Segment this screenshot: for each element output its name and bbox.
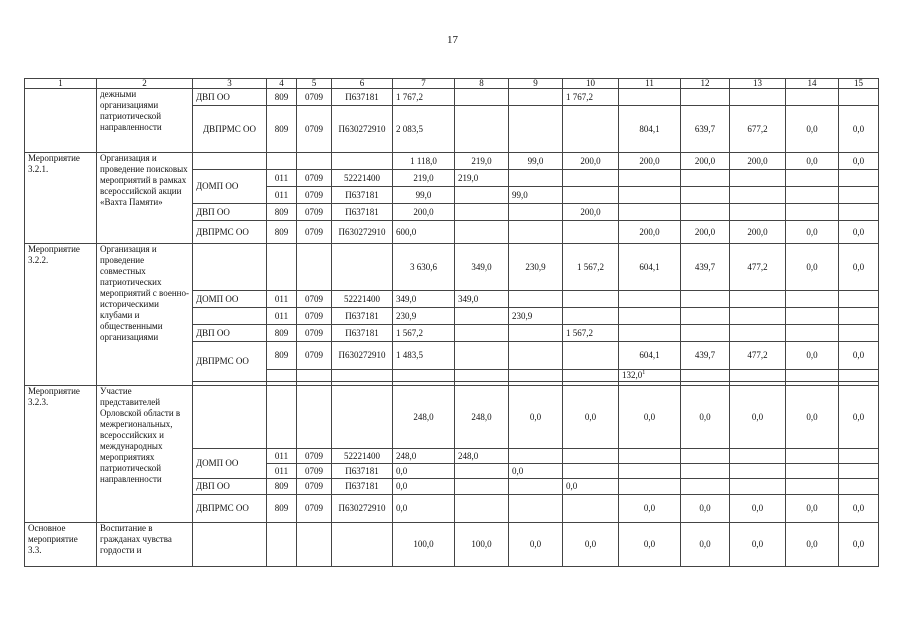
total-cell: 248,0 [455,386,509,449]
table-row [25,523,879,567]
code-cell: 0709 [297,204,332,221]
code-cell [332,523,393,567]
value-cell: 0,0 [786,342,839,370]
code-cell: П637181 [332,325,393,342]
total-cell: 0,0 [681,386,730,449]
value-cell [839,325,879,342]
value-cell [509,495,563,523]
value-cell [730,291,786,308]
value-cell [786,204,839,221]
value-cell [563,106,619,153]
total-cell: 0,0 [839,386,879,449]
code-cell: П637181 [332,89,393,106]
value-cell: 99,0 [393,187,455,204]
code-cell: 0709 [297,187,332,204]
value-cell [509,449,563,464]
value-cell [563,308,619,325]
total-cell: 200,0 [730,153,786,170]
code-cell: 809 [267,89,297,106]
code-cell: 809 [267,479,297,495]
value-cell [619,325,681,342]
value-cell: 0,0 [839,342,879,370]
code-cell [332,386,393,449]
value-cell [681,449,730,464]
value-cell [509,325,563,342]
total-cell: 604,1 [619,244,681,291]
value-cell [786,308,839,325]
source-cell: ДОМП ОО [193,291,267,308]
value-cell: 600,0 [393,221,455,244]
header-row [25,79,879,89]
code-cell: П637181 [332,204,393,221]
value-cell [509,170,563,187]
source-cell: ДВПРМС ОО [193,106,267,153]
code-cell: 0709 [297,291,332,308]
code-cell: 011 [267,464,297,479]
value-cell: 99,0 [509,187,563,204]
header-cell: 6 [332,79,393,89]
event-label: Мероприятие 3.2.3. [25,386,97,523]
total-cell: 0,0 [730,386,786,449]
total-cell: 0,0 [839,153,879,170]
value-cell [730,479,786,495]
total-cell: 0,0 [681,523,730,567]
value-cell: 200,0 [681,221,730,244]
source-cell: ДВПРМС ОО [193,495,267,523]
value-text: 132,0 [622,370,643,380]
value-cell: 0,0 [839,495,879,523]
code-cell: 52221400 [332,170,393,187]
value-cell: 677,2 [730,106,786,153]
value-cell [455,187,509,204]
total-cell: 230,9 [509,244,563,291]
source-cell: ДВПРМС ОО [193,342,267,382]
value-cell [786,479,839,495]
value-cell [839,479,879,495]
value-cell [681,464,730,479]
value-cell [839,291,879,308]
code-cell: 0709 [297,464,332,479]
code-cell: 0709 [297,342,332,370]
code-cell: 0709 [297,308,332,325]
value-cell: 0,0 [839,106,879,153]
header-cell: 3 [193,79,267,89]
value-cell: 1 483,5 [393,342,455,370]
value-cell [619,370,681,382]
code-cell: 809 [267,106,297,153]
value-cell [509,204,563,221]
value-cell [509,89,563,106]
value-cell [786,370,839,382]
header-cell: 5 [297,79,332,89]
value-cell: 1 567,2 [393,325,455,342]
value-cell [619,187,681,204]
code-cell: 011 [267,187,297,204]
total-cell: 439,7 [681,244,730,291]
total-cell: 248,0 [393,386,455,449]
source-cell: ДВПРМС ОО [193,221,267,244]
value-cell: 0,0 [786,106,839,153]
event-label-cell [25,89,97,153]
code-cell: 011 [267,308,297,325]
total-cell: 0,0 [509,386,563,449]
event-description: Организация и проведение поисковых мероприятий в рамках всероссийской акции «Вахта Памяти» [97,153,193,244]
total-cell: 0,0 [839,244,879,291]
event-description: Участие представителей Орловской области в межрегиональных, всероссийских и международных мероприятиях патриотической направленности [97,386,193,523]
table-row [25,244,879,291]
value-cell [786,449,839,464]
total-cell: 349,0 [455,244,509,291]
value-cell: 0,0 [393,495,455,523]
value-cell [563,221,619,244]
total-cell: 3 630,6 [393,244,455,291]
value-cell: 219,0 [393,170,455,187]
code-cell: 0709 [297,89,332,106]
value-cell [839,370,879,382]
source-cell: ДВП ОО [193,325,267,342]
event-label: Мероприятие 3.2.1. [25,153,97,244]
header-cell: 8 [455,79,509,89]
value-cell [455,464,509,479]
header-cell: 9 [509,79,563,89]
total-cell: 1 567,2 [563,244,619,291]
event-description: дежными организациями патриотической направленности [97,89,193,153]
code-cell: 0709 [297,479,332,495]
total-cell: 0,0 [839,523,879,567]
value-cell: 200,0 [393,204,455,221]
code-cell [267,370,297,382]
value-cell [839,449,879,464]
code-cell [297,153,332,170]
value-cell: 219,0 [455,170,509,187]
value-cell: 0,0 [393,479,455,495]
value-cell [563,187,619,204]
value-cell: 349,0 [393,291,455,308]
code-cell: 52221400 [332,449,393,464]
value-cell [730,308,786,325]
code-cell: 809 [267,204,297,221]
value-cell [681,479,730,495]
header-cell: 1 [25,79,97,89]
source-cell [193,523,267,567]
value-cell [839,89,879,106]
code-cell: 809 [267,325,297,342]
value-cell: 248,0 [455,449,509,464]
value-cell [786,291,839,308]
header-cell: 13 [730,79,786,89]
value-cell [455,106,509,153]
value-cell [730,449,786,464]
value-cell: 0,0 [563,479,619,495]
code-cell: П630272910 [332,342,393,370]
source-cell: ДВП ОО [193,479,267,495]
source-cell: ДВП ОО [193,204,267,221]
value-cell [839,170,879,187]
code-cell: 809 [267,342,297,370]
value-cell [455,325,509,342]
value-cell: 248,0 [393,449,455,464]
value-cell [786,170,839,187]
value-cell [730,89,786,106]
code-cell [267,244,297,291]
code-cell: 011 [267,449,297,464]
value-cell [786,325,839,342]
value-cell: 0,0 [839,221,879,244]
source-cell: ДОМП ОО [193,170,267,204]
value-cell [681,325,730,342]
value-cell: 477,2 [730,342,786,370]
code-cell: П637181 [332,187,393,204]
value-cell [839,204,879,221]
table-row [25,153,879,170]
header-cell: 11 [619,79,681,89]
value-cell [730,370,786,382]
value-cell: 230,9 [509,308,563,325]
header-cell: 4 [267,79,297,89]
value-cell [455,479,509,495]
value-cell [509,342,563,370]
value-cell [619,449,681,464]
total-cell: 0,0 [509,523,563,567]
code-cell: 011 [267,291,297,308]
value-cell [455,495,509,523]
value-cell [563,495,619,523]
value-cell: 349,0 [455,291,509,308]
code-cell [267,153,297,170]
value-cell: 0,0 [619,495,681,523]
value-cell [619,89,681,106]
value-cell [563,291,619,308]
value-cell [563,370,619,382]
value-cell: 0,0 [786,495,839,523]
value-cell [563,342,619,370]
code-cell: П637181 [332,308,393,325]
source-cell [193,153,267,170]
value-cell: 0,0 [786,221,839,244]
code-cell: П630272910 [332,106,393,153]
total-cell: 0,0 [563,386,619,449]
value-cell [730,464,786,479]
value-cell [393,370,455,382]
source-cell [193,308,267,325]
value-cell [681,187,730,204]
value-cell [619,308,681,325]
value-cell [681,89,730,106]
value-cell: 230,9 [393,308,455,325]
code-cell: 809 [267,495,297,523]
value-cell [730,187,786,204]
total-cell: 100,0 [455,523,509,567]
event-label: Основное мероприятие 3.3. [25,523,97,567]
page-number: 17 [447,34,458,46]
value-cell [619,464,681,479]
value-cell: 804,1 [619,106,681,153]
value-cell [730,204,786,221]
code-cell: 0709 [297,170,332,187]
value-cell [509,479,563,495]
value-cell [619,170,681,187]
total-cell: 477,2 [730,244,786,291]
value-cell [619,479,681,495]
code-cell [332,370,393,382]
total-cell: 0,0 [730,523,786,567]
total-cell: 0,0 [786,153,839,170]
value-cell [839,308,879,325]
code-cell [267,386,297,449]
value-cell: 200,0 [619,221,681,244]
code-cell: 0709 [297,325,332,342]
value-cell [455,221,509,244]
value-cell [509,221,563,244]
total-cell: 200,0 [619,153,681,170]
value-cell [681,291,730,308]
value-cell [839,464,879,479]
code-cell [297,244,332,291]
value-cell: 1 567,2 [563,325,619,342]
code-cell: 011 [267,170,297,187]
total-cell: 0,0 [563,523,619,567]
code-cell [267,523,297,567]
value-cell: 0,0 [730,495,786,523]
value-cell: 604,1 [619,342,681,370]
total-cell: 0,0 [619,386,681,449]
value-cell [786,89,839,106]
value-cell: 200,0 [563,204,619,221]
value-cell [563,449,619,464]
value-cell [563,464,619,479]
value-cell [619,204,681,221]
total-cell: 219,0 [455,153,509,170]
table-row [25,89,879,106]
value-cell [563,170,619,187]
code-cell: П637181 [332,479,393,495]
source-cell [193,386,267,449]
value-cell: 0,0 [393,464,455,479]
header-cell: 2 [97,79,193,89]
total-cell: 200,0 [563,153,619,170]
value-cell: 200,0 [730,221,786,244]
header-cell: 15 [839,79,879,89]
total-cell: 0,0 [786,386,839,449]
value-cell [509,106,563,153]
value-cell [455,204,509,221]
value-cell: 639,7 [681,106,730,153]
code-cell: 0709 [297,449,332,464]
event-description: Организация и проведение совместных патриотических мероприятий с военно-историческими клубами и общественными организациями [97,244,193,386]
code-cell [332,153,393,170]
header-cell: 7 [393,79,455,89]
table-row [25,386,879,449]
code-cell: 0709 [297,495,332,523]
total-cell: 200,0 [681,153,730,170]
value-cell: 0,0 [509,464,563,479]
code-cell: П637181 [332,464,393,479]
value-cell [455,370,509,382]
code-cell [297,370,332,382]
value-cell [681,204,730,221]
source-cell [193,244,267,291]
code-cell [297,523,332,567]
value-cell [730,170,786,187]
total-cell: 99,0 [509,153,563,170]
value-cell [730,325,786,342]
value-cell [681,308,730,325]
event-description: Воспитание в гражданах чувства гордости и [97,523,193,567]
header-cell: 12 [681,79,730,89]
code-cell [332,244,393,291]
total-cell: 0,0 [786,244,839,291]
value-cell [681,370,730,382]
code-cell: 809 [267,221,297,244]
value-cell: 2 083,5 [393,106,455,153]
code-cell: П630272910 [332,495,393,523]
value-cell [509,291,563,308]
event-label: Мероприятие 3.2.2. [25,244,97,386]
header-cell: 10 [563,79,619,89]
total-cell: 0,0 [786,523,839,567]
code-cell: П630272910 [332,221,393,244]
total-cell: 1 118,0 [393,153,455,170]
value-cell [786,464,839,479]
code-cell: 0709 [297,221,332,244]
header-cell: 14 [786,79,839,89]
value-cell [455,89,509,106]
budget-table [24,78,879,567]
value-cell: 0,0 [681,495,730,523]
source-cell: ДОМП ОО [193,449,267,479]
value-cell [839,187,879,204]
total-cell: 100,0 [393,523,455,567]
value-cell [455,342,509,370]
value-cell: 1 767,2 [563,89,619,106]
code-cell: 0709 [297,106,332,153]
total-cell: 0,0 [619,523,681,567]
value-cell [619,291,681,308]
value-cell [455,308,509,325]
value-cell: 439,7 [681,342,730,370]
value-cell [681,170,730,187]
footnote-mark: 1 [642,370,646,376]
value-cell: 1 767,2 [393,89,455,106]
code-cell [297,386,332,449]
code-cell: 52221400 [332,291,393,308]
source-cell: ДВП ОО [193,89,267,106]
value-cell [509,370,563,382]
value-cell [786,187,839,204]
